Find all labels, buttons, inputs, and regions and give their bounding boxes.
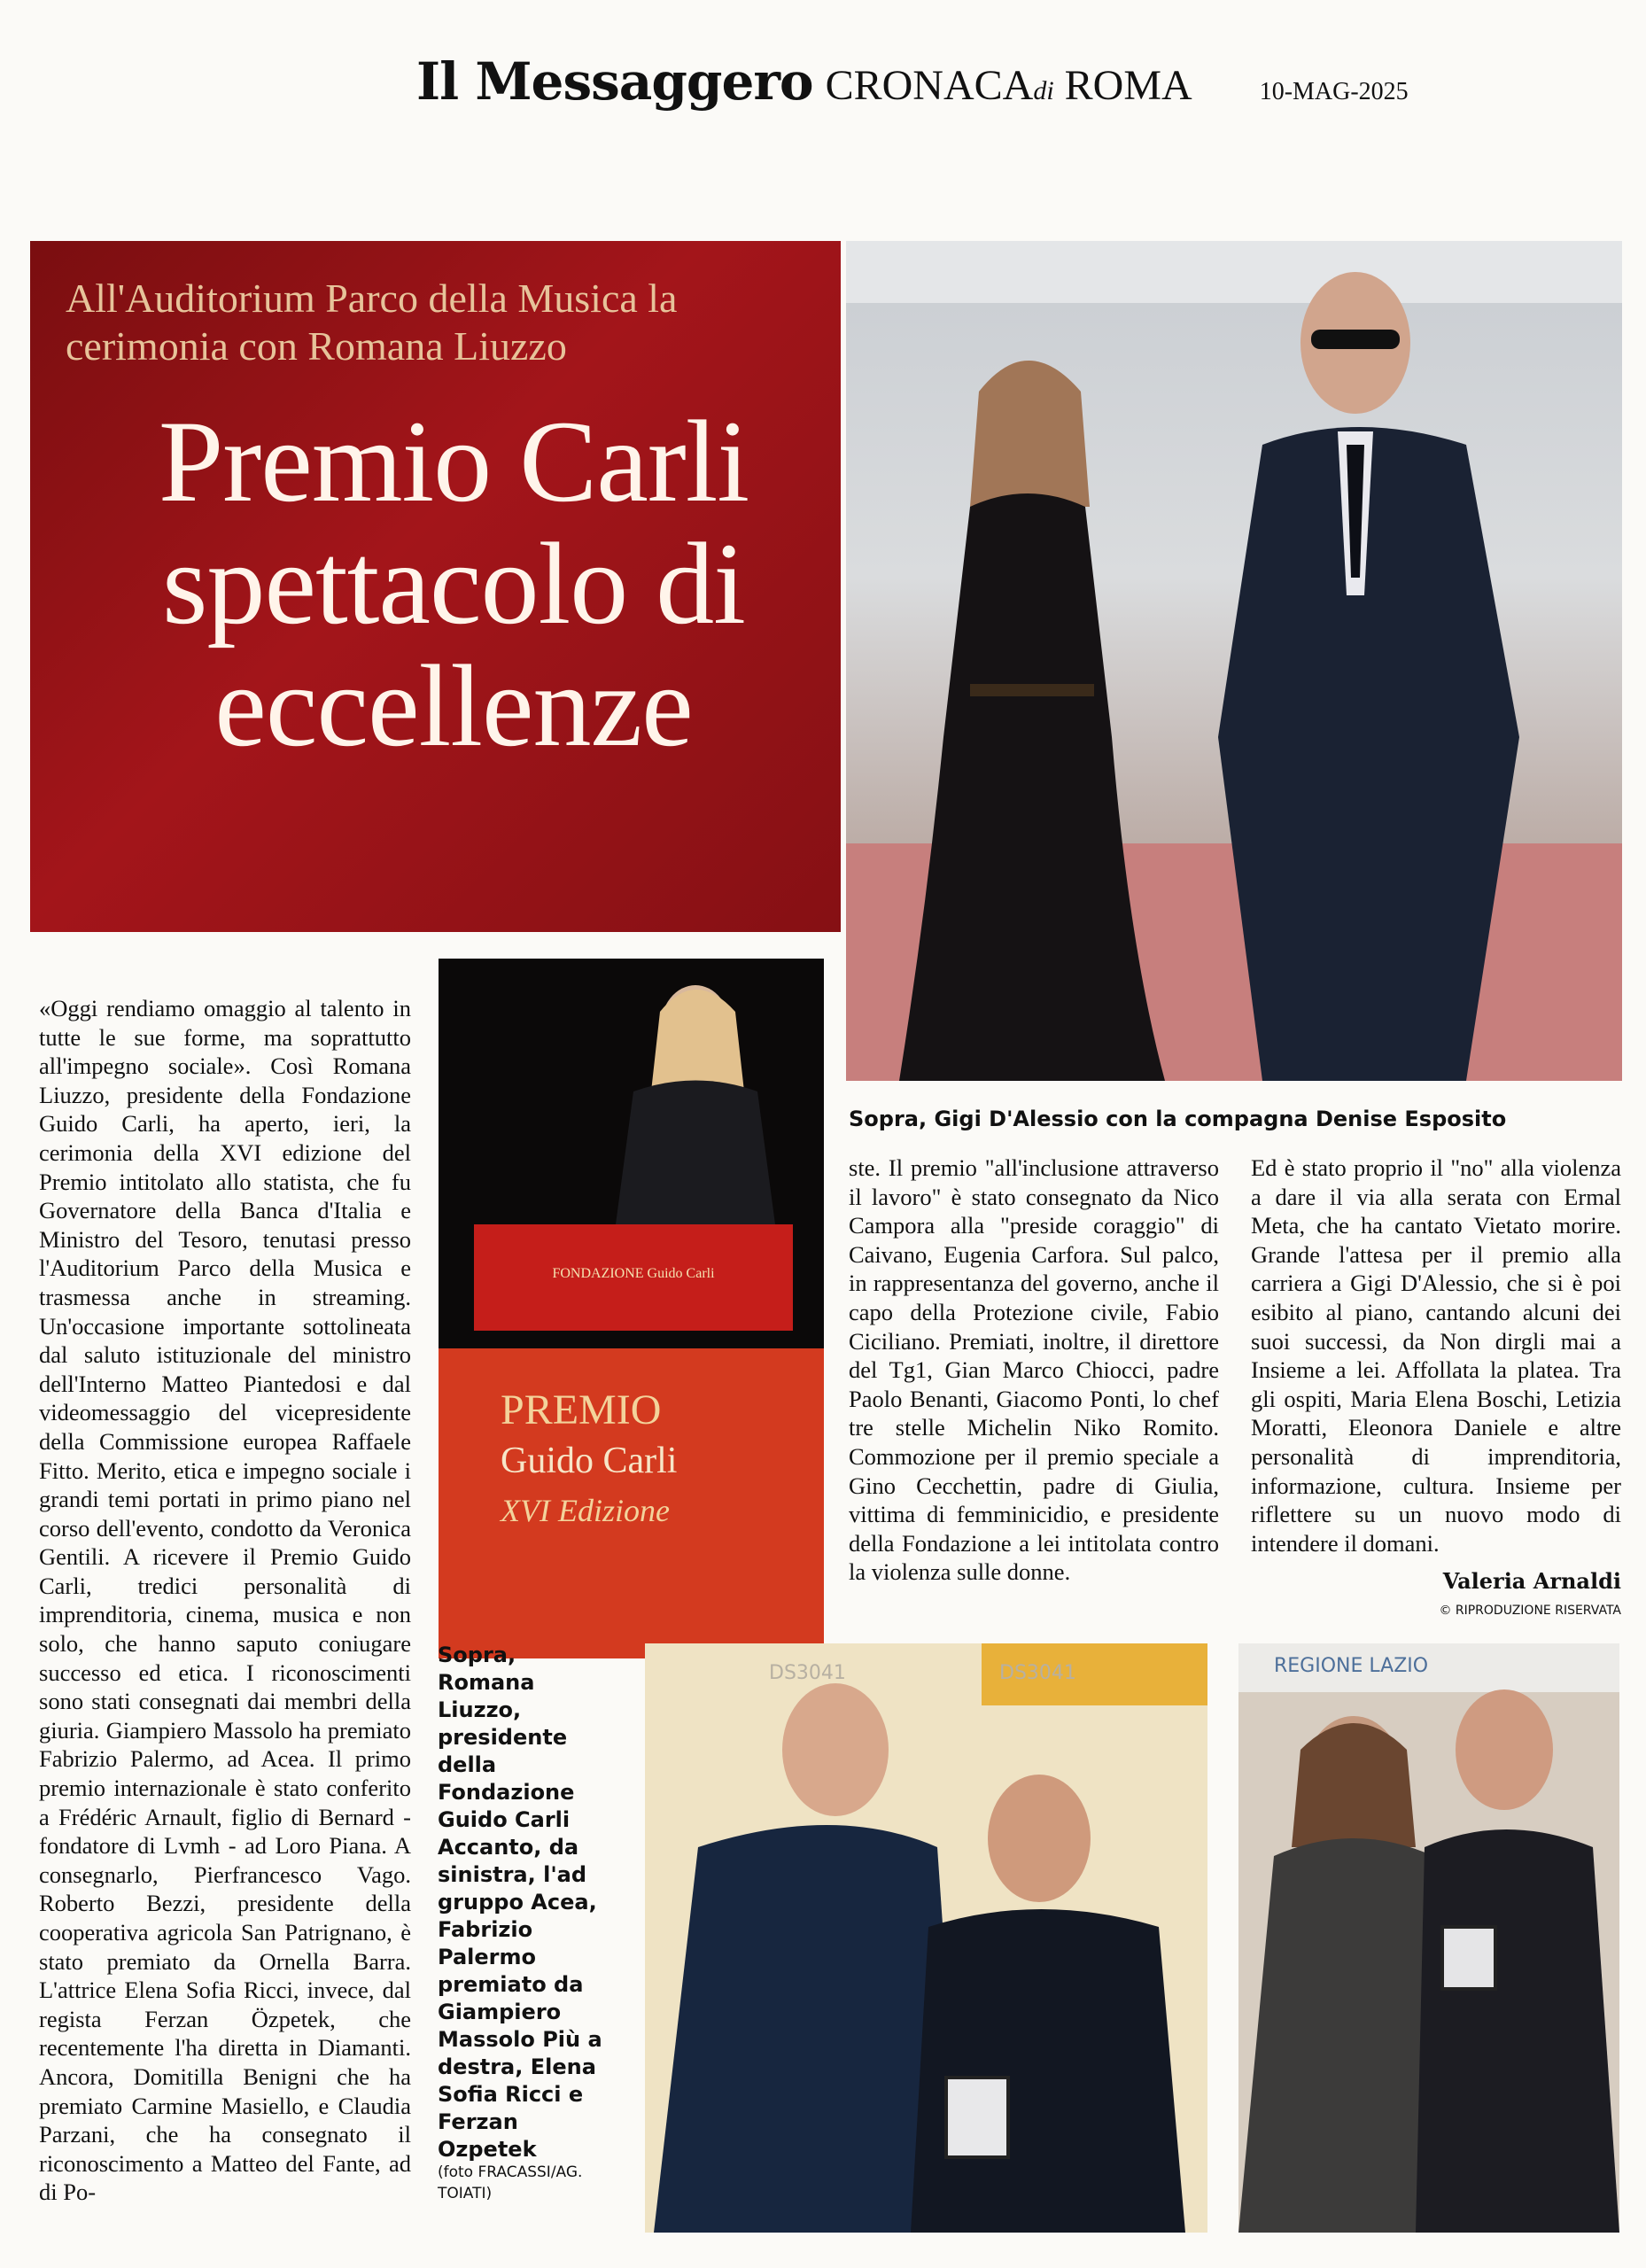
banner-line2: Guido Carli bbox=[501, 1441, 678, 1481]
banner-line1: PREMIO bbox=[501, 1386, 662, 1433]
copyright-notice: © RIPRODUZIONE RISERVATA bbox=[1439, 1604, 1621, 1618]
photo-couple-illustration bbox=[846, 241, 1622, 1081]
newspaper-logo: Il Messaggero bbox=[416, 51, 813, 112]
masthead bbox=[416, 51, 1409, 113]
photo-credit: (foto FRACASSI/AG. TOIATI) bbox=[438, 2163, 583, 2202]
photo-speaker bbox=[439, 959, 824, 1658]
article-column-1: «Oggi rendiamo omaggio al talento in tutte le sue forme, ma soprattutto all'impegno sociale». Così Romana Liuzzo, presidente della Fondazione Guido Carli, ha aperto, ieri, la cerimonia della XVI edizione del Premio intitolato allo statista, che fu Governatore della Banca d'Italia e Ministro del Tesoro, tenutasi presso l'Auditorium Parco della Musica e trasmessa anche in streaming. Un'occasione importante sottolineata dal saluto istituzionale del ministro dell'Interno Matteo Piantedosi e dal videomessaggio del vicepresidente della Commissione europea Raffaele Fitto. Merito, etica e impegno sociale i grandi temi portati in primo piano nel corso dell'evento, condotto da Veronica Gentili. A ricevere il Premio Guido Carli, tredici personalità di imprenditoria, cinema, musica e non solo, che hanno saputo coniugare successo ed etica. I riconoscimenti sono stati consegnati dai membri della giuria. Giampiero Massolo ha premiato Fabrizio Palermo, ad Acea. Il primo premio internazionale è stato conferito a Frédéric Arnault, figlio di Bernard - fondatore di Lvmh - ad Loro Piana. A consegnarlo, Pierfrancesco Vago. Roberto Bezzi, presidente della cooperativa agricola San Patrignano, è stato premiato da Ornella Barra. L'attrice Elena Sofia Ricci, invece, dal regista Ferzan Özpetek, che recentemente l'ha diretta in Diamanti. Ancora, Domitilla Benigni che ha premiato Carmine Masiello, e Claudia Parzani, che ha consegnato il riconoscimento a Matteo del Fante, ad di Po- bbox=[39, 995, 411, 2206]
caption-left: Sopra, Romana Liuzzo, presidente della Fondazione Guido Carli Accanto, da sinistra, l'ad gruppo Acea, Fabrizio Palermo premiato da Giampiero Massolo Più a destra, Elena Sofia Ricci e Ferzan Ozpetek bbox=[438, 1643, 602, 2162]
headline-kicker: All'Auditorium Parco della Musica la cerimonia con Romana Liuzzo bbox=[66, 276, 678, 369]
caption-main-photo: Sopra, Gigi D'Alessio con la compagna Denise Esposito bbox=[849, 1107, 1507, 1131]
podium-brand-text: FONDAZIONE Guido Carli bbox=[552, 1266, 715, 1281]
photo-award-ricci-ozpetek bbox=[1238, 1643, 1619, 2233]
photo-award1-illustration bbox=[645, 1643, 1207, 2233]
article-column-2: ste. Il premio "all'inclusione attraverso il lavoro" è stato consegnato da Nico Campora alla "preside coraggio" di Caivano, Eugenia Carfora. Sul palco, in rappresentanza del governo, anche il capo della Protezione civile, Fabio Ciciliano. Premiati, inoltre, il direttore del Tg1, Gian Marco Chiocci, padre Paolo Benanti, Giacomo Ponti, lo chef tre stelle Michelin Niko Romito. Commozione per il premio speciale a Gino Cecchettin, padre di Giulia, vittima di femminicidio, e presidente della Fondazione a lei intitolata contro la violenza sulle donne. bbox=[849, 1154, 1219, 1586]
photo-award-palermo bbox=[645, 1643, 1207, 2233]
section-di: di bbox=[1033, 76, 1054, 105]
award2-banner-text: REGIONE LAZIO bbox=[1274, 1655, 1429, 1677]
section-post: ROMA bbox=[1064, 62, 1192, 109]
photo-award2-illustration bbox=[1238, 1643, 1619, 2233]
banner-line3: XVI Edizione bbox=[501, 1493, 670, 1528]
photo-couple bbox=[846, 241, 1622, 1081]
section-name bbox=[826, 61, 1192, 110]
photo-stamp-2: DS3041 bbox=[999, 1662, 1076, 1684]
headline-title: Premio Carli spettacolo di eccellenze bbox=[158, 396, 749, 771]
byline: Valeria Arnaldi bbox=[1442, 1568, 1621, 1594]
issue-date: 10-MAG-2025 bbox=[1259, 78, 1409, 105]
headline-box bbox=[30, 241, 841, 932]
article-column-3: Ed è stato proprio il "no" alla violenza a dare il via alla serata con Ermal Meta, che ha cantato Vietato morire. Grande l'attesa per il premio alla carriera a Gigi D'Alessio, che si è poi esibito al piano, cantando alcuni dei suoi successi, da Non dirgli mai a Insieme a lei. Affollata la platea. Tra gli ospiti, Maria Elena Boschi, Letizia Moratti, Eleonora Daniele e altre personalità di imprenditoria, informazione, cultura. Insieme per riflettere su un nuovo modo di intendere il domani. bbox=[1251, 1154, 1621, 1557]
photo-stamp-1: DS3041 bbox=[769, 1662, 846, 1684]
photo-speaker-illustration bbox=[439, 959, 824, 1658]
section-pre: CRONACA bbox=[825, 62, 1034, 109]
